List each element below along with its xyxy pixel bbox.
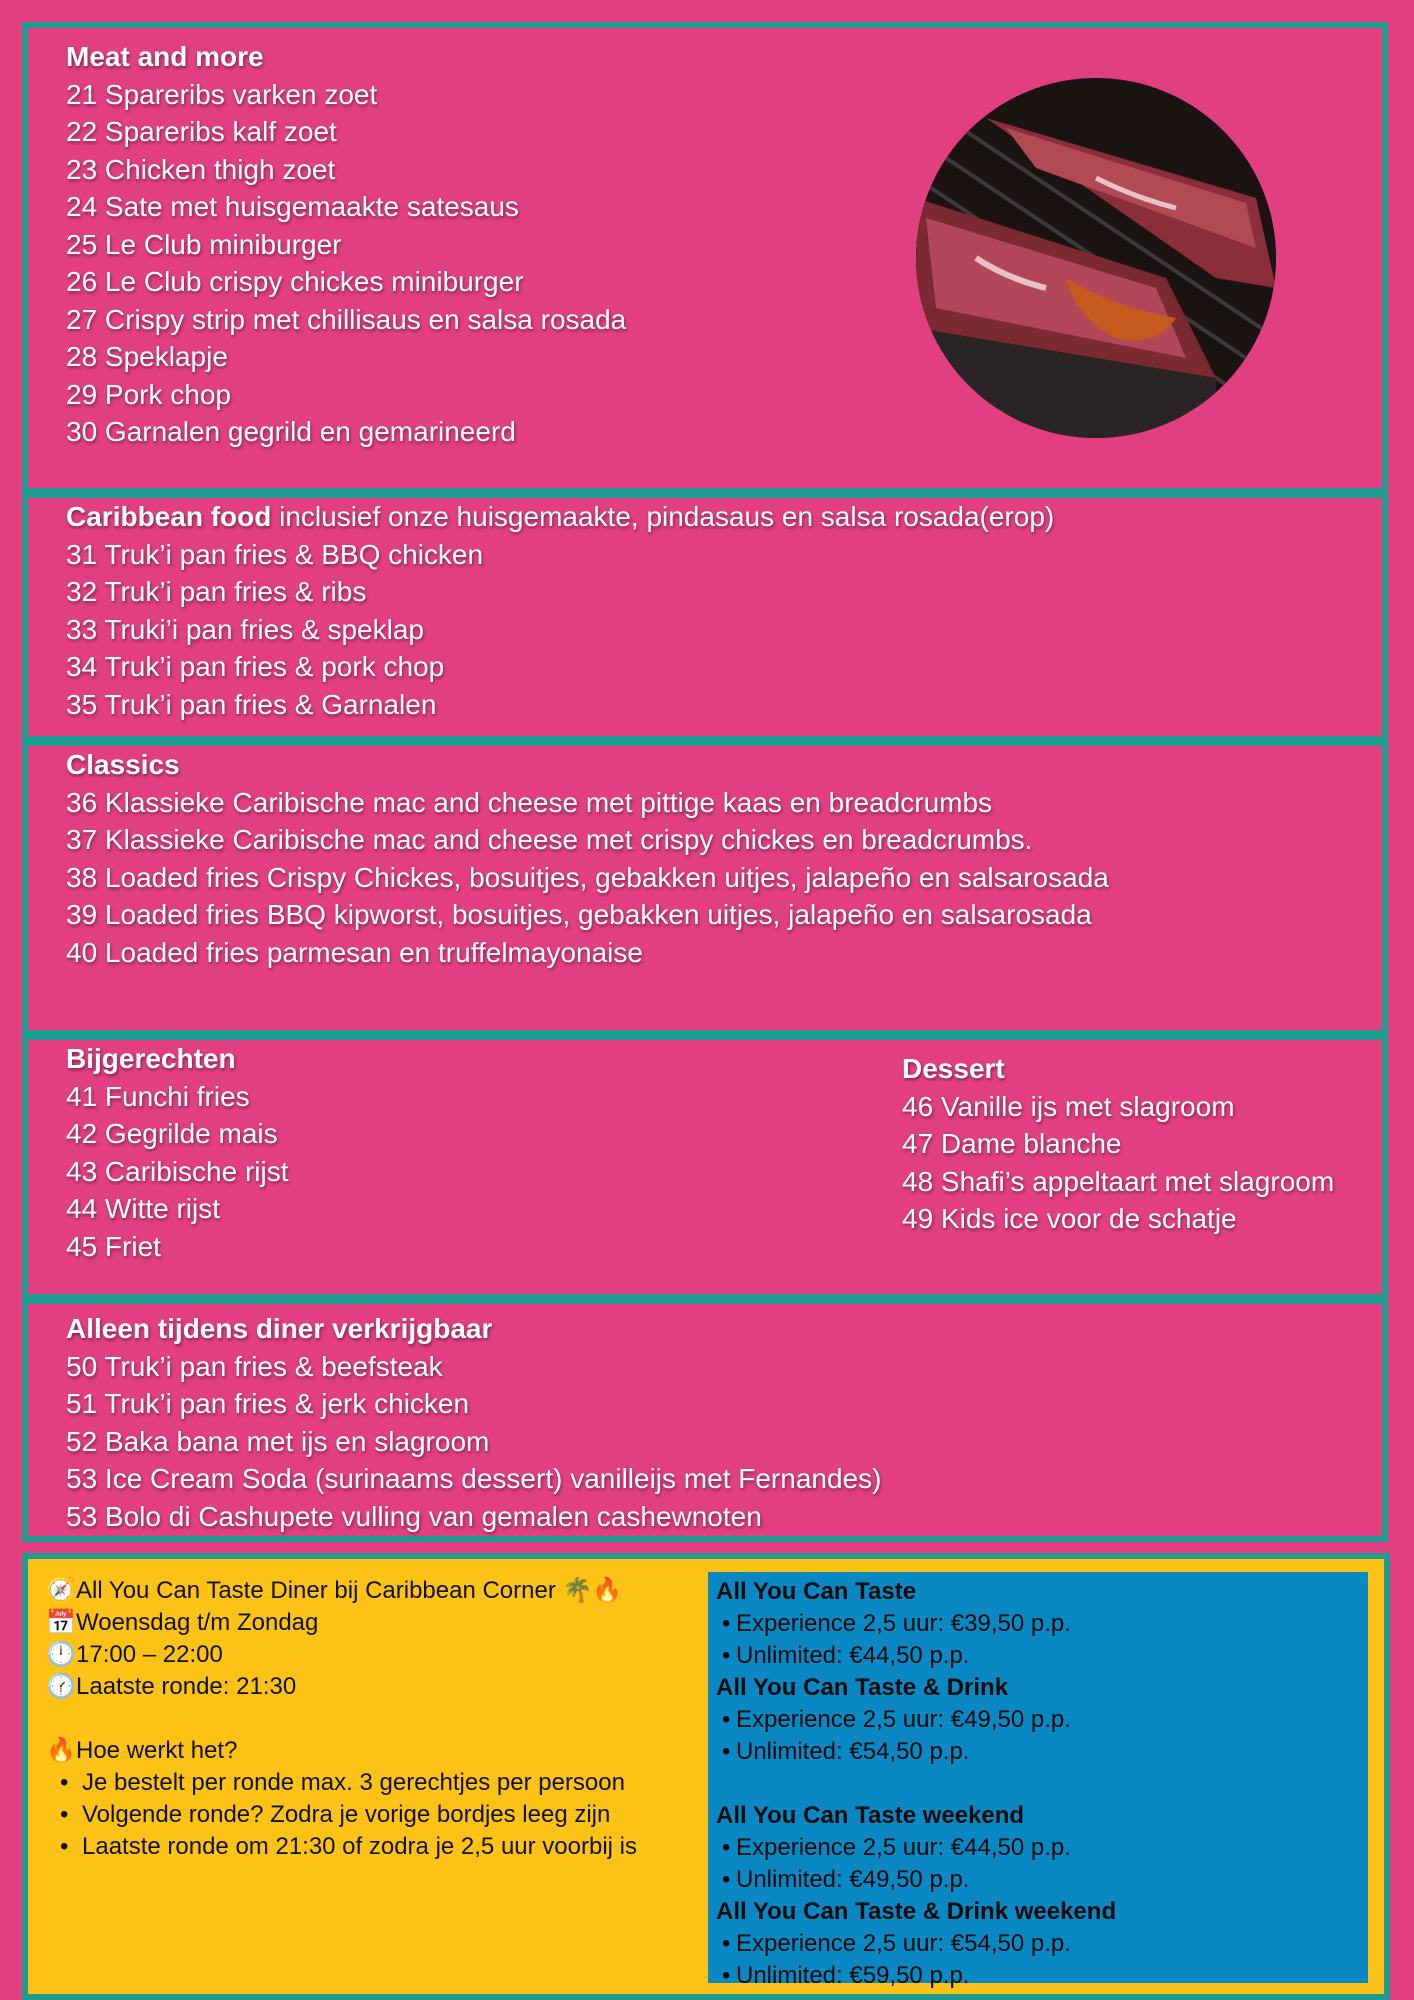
- price-panel: [708, 1572, 1368, 1989]
- hours-text: 17:00 – 22:00: [76, 1641, 223, 1668]
- menu-item: 50 Truk’i pan fries & beefsteak: [66, 1350, 443, 1382]
- menu-item: 34 Truk’i pan fries & pork chop: [66, 651, 445, 682]
- menu-item: 27 Crispy strip met chillisaus en salsa rosada: [66, 303, 627, 335]
- price-title: All You Can Taste & Drink weekend: [716, 1898, 1117, 1925]
- days-text: Woensdag t/m Zondag: [76, 1609, 319, 1636]
- menu-item: 26 Le Club crispy chickes miniburger: [66, 266, 524, 297]
- spareribs-photo: [916, 78, 1276, 438]
- menu-item: 38 Loaded fries Crispy Chickes, bosuitjes, gebakken uitjes, jalapeño en salsarosada: [66, 861, 1109, 893]
- rule-item: • Volgende ronde? Zodra je vorige bordjes leeg zijn: [46, 1799, 637, 1831]
- dessert-list: [902, 1050, 1334, 1238]
- price-title: All You Can Taste weekend: [716, 1802, 1025, 1829]
- rule-item: • Je bestelt per ronde max. 3 gerechtjes per persoon: [46, 1767, 637, 1799]
- clock-half-icon: 🕜: [46, 1673, 76, 1700]
- menu-item: 44 Witte rijst: [66, 1193, 221, 1224]
- info-how: [46, 1735, 637, 1767]
- section-title-classics: Classics: [66, 749, 180, 780]
- info-days: [46, 1607, 637, 1639]
- price-item: • Experience 2,5 uur: €39,50 p.p.: [716, 1608, 1360, 1640]
- clock-icon: 🕛: [46, 1641, 76, 1668]
- menu-item: 53 Bolo di Cashupete vulling van gemalen cashewnoten: [66, 1500, 762, 1532]
- menu-item: 35 Truk’i pan fries & Garnalen: [66, 688, 437, 720]
- menu-item: 47 Dame blanche: [902, 1128, 1122, 1159]
- menu-item: 23 Chicken thigh zoet: [66, 153, 336, 185]
- section-title-dessert: Dessert: [902, 1053, 1005, 1084]
- section-title-sides: Bijgerechten: [66, 1043, 236, 1074]
- menu-item: 39 Loaded fries BBQ kipworst, bosuitjes, gebakken uitjes, jalapeño en salsarosada: [66, 899, 1092, 930]
- menu-item: 29 Pork chop: [66, 378, 231, 410]
- price-item: • Experience 2,5 uur: €49,50 p.p.: [716, 1704, 1360, 1736]
- section-sides-dessert: [22, 1034, 1388, 1300]
- menu-item: 28 Speklapje: [66, 341, 228, 372]
- info-last-round: [46, 1671, 637, 1703]
- calendar-icon: 📅: [46, 1609, 76, 1636]
- menu-item: 40 Loaded fries parmesan en truffelmayonaise: [66, 936, 643, 968]
- info-text: [46, 1575, 637, 1863]
- section-title-meat: Meat and more: [66, 41, 264, 72]
- menu-item: 53 Ice Cream Soda (surinaams dessert) vanilleijs met Fernandes): [66, 1463, 882, 1494]
- fire-icon: 🔥: [46, 1737, 76, 1764]
- section-title-diner: Alleen tijdens diner verkrijgbaar: [66, 1313, 493, 1344]
- caribbean-list: [66, 498, 1054, 723]
- menu-item: 31 Truk’i pan fries & BBQ chicken: [66, 538, 484, 570]
- sides-list: [66, 1040, 289, 1265]
- menu-item: 36 Klassieke Caribische mac and cheese met pittige kaas en breadcrumbs: [66, 786, 993, 818]
- classics-list: [66, 746, 1109, 971]
- menu-item: 37 Klassieke Caribische mac and cheese met crispy chickes en breadcrumbs.: [66, 824, 1033, 855]
- menu-item: 51 Truk’i pan fries & jerk chicken: [66, 1388, 470, 1419]
- meat-list: [66, 38, 626, 451]
- menu-item: 32 Truk’i pan fries & ribs: [66, 576, 367, 607]
- price-item: • Experience 2,5 uur: €54,50 p.p.: [716, 1928, 1360, 1960]
- rule-item: • Laatste ronde om 21:30 of zodra je 2,5 uur voorbij is: [46, 1831, 637, 1863]
- menu-item: 24 Sate met huisgemaakte satesaus: [66, 191, 519, 222]
- price-item: • Unlimited: €59,50 p.p.: [716, 1960, 1360, 1992]
- menu-item: 21 Spareribs varken zoet: [66, 78, 378, 110]
- menu-item: 33 Truki’i pan fries & speklap: [66, 613, 424, 645]
- menu-item: 42 Gegrilde mais: [66, 1118, 278, 1149]
- menu-item: 45 Friet: [66, 1230, 161, 1262]
- menu-item: 22 Spareribs kalf zoet: [66, 116, 337, 147]
- menu-item: 48 Shafi’s appeltaart met slagroom: [902, 1165, 1335, 1197]
- section-diner-only: [22, 1298, 1388, 1542]
- info-hours: [46, 1639, 637, 1671]
- info-panel: [28, 1559, 1384, 1994]
- section-classics: [22, 740, 1388, 1036]
- menu-item: 49 Kids ice voor de schatje: [902, 1203, 1237, 1234]
- section-title-caribbean: [66, 498, 1054, 536]
- section-meat: [22, 22, 1388, 494]
- info-section: [22, 1553, 1390, 2000]
- caribbean-title: Caribbean food: [66, 501, 272, 532]
- section-caribbean: [22, 492, 1388, 742]
- menu-item: 52 Baka bana met ijs en slagroom: [66, 1425, 490, 1457]
- menu-item: 46 Vanille ijs met slagroom: [902, 1090, 1235, 1122]
- caribbean-subtitle: inclusief onze huisgemaakte, pindasaus en salsa rosada(erop): [271, 501, 1055, 532]
- diner-list: [66, 1310, 881, 1535]
- menu-item: 41 Funchi fries: [66, 1080, 250, 1112]
- price-item: • Unlimited: €44,50 p.p.: [716, 1640, 1360, 1672]
- price-item: • Unlimited: €49,50 p.p.: [716, 1864, 1360, 1896]
- price-title: All You Can Taste & Drink: [716, 1674, 1009, 1701]
- how-title: Hoe werkt het?: [76, 1737, 238, 1764]
- compass-icon: 🧭: [46, 1577, 76, 1604]
- price-item: • Unlimited: €54,50 p.p.: [716, 1736, 1360, 1768]
- price-title: All You Can Taste: [716, 1578, 917, 1605]
- menu-item: 30 Garnalen gegrild en gemarineerd: [66, 416, 516, 447]
- info-headline: [46, 1575, 637, 1607]
- menu-item: 43 Caribische rijst: [66, 1155, 289, 1187]
- last-round-text: Laatste ronde: 21:30: [76, 1673, 297, 1700]
- price-item: • Experience 2,5 uur: €44,50 p.p.: [716, 1832, 1360, 1864]
- headline-text: All You Can Taste Diner bij Caribbean Corner 🌴🔥: [76, 1577, 623, 1604]
- menu-item: 25 Le Club miniburger: [66, 228, 342, 260]
